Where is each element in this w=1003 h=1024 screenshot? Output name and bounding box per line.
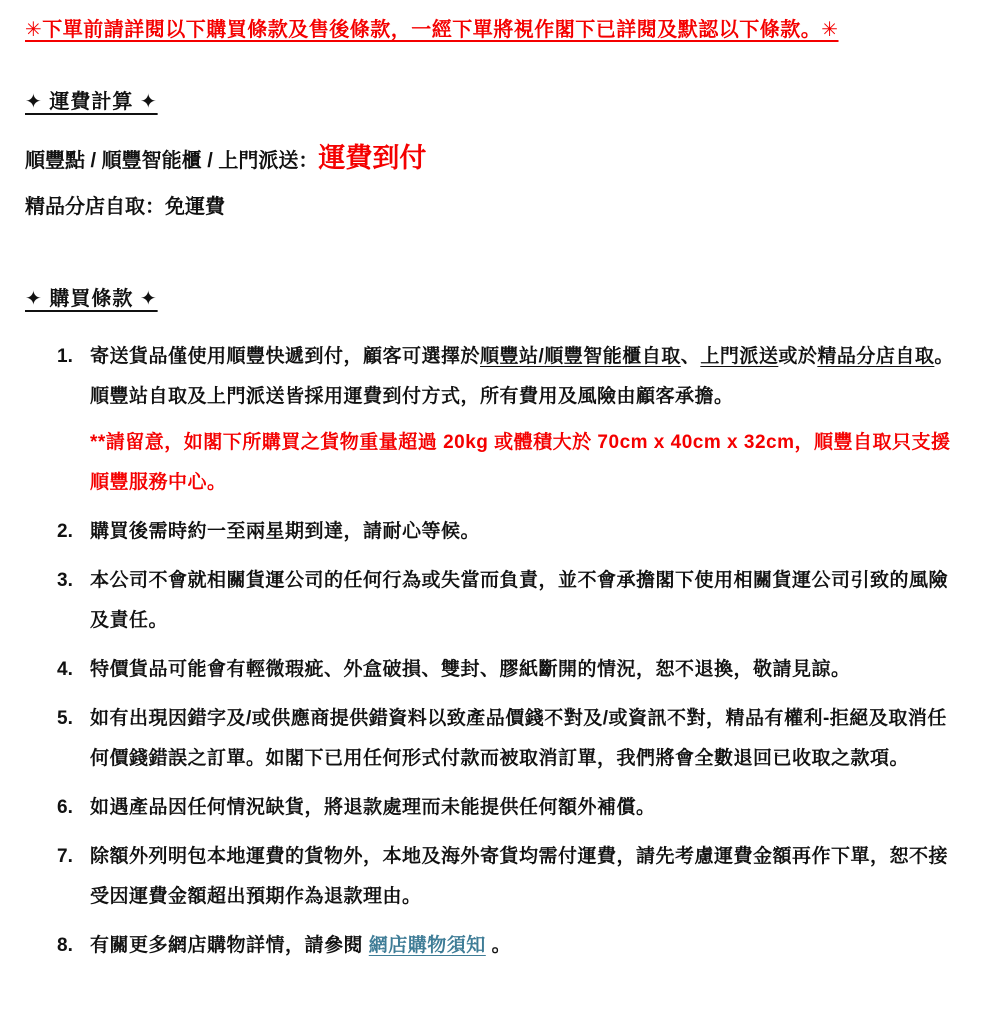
order-disclaimer: ✳下單前請詳閱以下購買條款及售後條款，一經下單將視作閣下已詳閱及默認以下條款。✳ (25, 19, 839, 41)
term-item-4 (25, 650, 965, 690)
term-text: 購買後需時約一至兩星期到達，請耐心等候。 (90, 521, 481, 542)
shipping-methods-label: 順豐點 / 順豐智能櫃 / 上門派送： (25, 150, 319, 172)
term-1-underline-delivery: 上門派送 (700, 346, 779, 367)
term-number: 5. (57, 708, 73, 729)
term-number: 2. (57, 521, 73, 542)
shopping-guide-link[interactable]: 網店購物須知 (368, 935, 486, 956)
term-item-6 (25, 788, 965, 828)
term-number: 3. (57, 570, 73, 591)
term-number: 4. (57, 659, 73, 680)
term-1-text-a: 寄送貨品僅使用順豐快遞到付，顧客可選擇於 (90, 346, 481, 367)
purchase-terms-list (25, 337, 965, 966)
term-8-text-a: 有關更多網店購物詳情，請參閱 (90, 935, 369, 956)
term-text (90, 337, 965, 503)
term-text: 本公司不會就相關貨運公司的任何行為或失當而負責，並不會承擔閣下使用相關貨運公司引致的風險及責任。 (90, 570, 949, 631)
purchase-terms-heading-text: ✦ 購買條款 ✦ (25, 288, 158, 310)
term-item-2 (25, 512, 965, 552)
term-text: 如有出現因錯字及/或供應商提供錯資料以致產品價錢不對及/或資訊不對，精品有權利-拒絕及取消任何價錢錯誤之訂單。如閣下已用任何形式付款而被取消訂單，我們將會全數退回已收取之款項。 (90, 708, 947, 769)
term-item-5 (25, 699, 965, 779)
term-text: 特價貨品可能會有輕微瑕疵、外盒破損、雙封、膠紙斷開的情況，恕不退換，敬請見諒。 (90, 659, 851, 680)
term-1-text-b: 、 (680, 346, 701, 367)
term-item-3 (25, 561, 965, 641)
shipping-methods-line (25, 140, 965, 179)
shipping-section-heading (25, 88, 965, 116)
store-pickup-line: 精品分店自取：免運費 (25, 196, 225, 218)
term-1-underline-sfstation: 順豐站/順豐智能櫃自取 (480, 346, 681, 367)
shipping-heading-text: ✦ 運費計算 ✦ (25, 91, 158, 113)
term-number: 1. (57, 346, 73, 367)
term-number: 6. (57, 797, 73, 818)
term-8-text-b: 。 (485, 935, 512, 956)
term-1-underline-storepickup: 精品分店自取 (817, 346, 935, 367)
term-number: 8. (57, 935, 73, 956)
term-item-8 (25, 926, 965, 966)
term-1-text-d: 。順豐站自取及上門派送皆採用運費到付方式，所有費用及風險由顧客承擔。 (90, 346, 954, 407)
term-number: 7. (57, 846, 73, 867)
purchase-terms-heading (25, 285, 965, 313)
term-item-7 (25, 837, 965, 917)
term-text: 如遇產品因任何情況缺貨，將退款處理而未能提供任何額外補償。 (90, 797, 656, 818)
weight-limit-note: **請留意，如閣下所購買之貨物重量超過 20kg 或體積大於 70cm x 40cm x 32cm，順豐自取只支援順豐服務中心。 (90, 432, 951, 493)
term-text: 除額外列明包本地運費的貨物外，本地及海外寄貨均需付運費，請先考慮運費金額再作下單，恕不接受因運費金額超出預期作為退款理由。 (90, 846, 949, 907)
freight-collect-value: 運費到付 (318, 143, 427, 173)
term-item-1 (25, 337, 965, 503)
term-text (90, 926, 965, 966)
term-1-text-c: 或於 (778, 346, 818, 367)
